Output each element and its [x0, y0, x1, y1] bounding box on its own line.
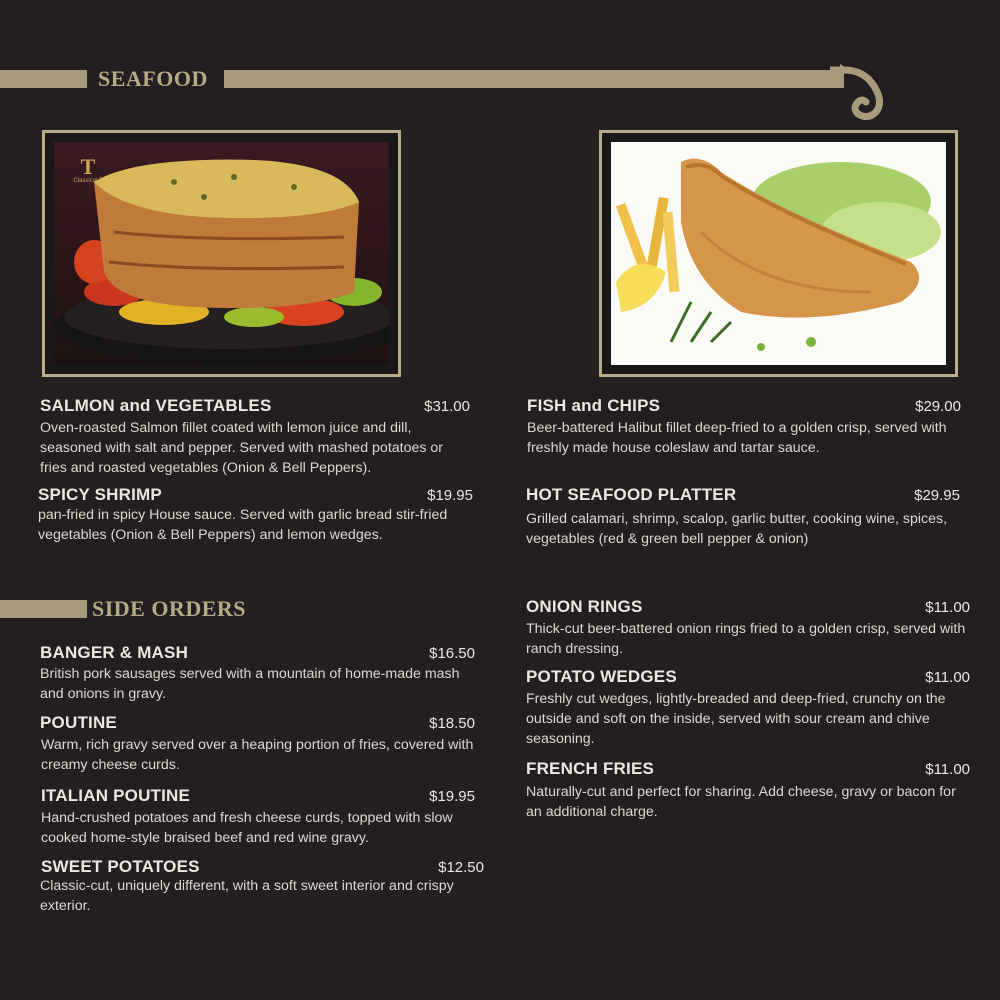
item-description: pan-fried in spicy House sauce. Served with garlic bread stir-fried vegetables (Onion & Bell Peppers) and lemon wedges.: [38, 507, 448, 543]
item-price: $12.50: [438, 859, 484, 876]
item-price: $31.00: [424, 398, 470, 415]
item-name: ITALIAN POUTINE: [41, 786, 191, 805]
fish-photo-frame: [599, 130, 958, 377]
scroll-ornament-icon: [830, 64, 886, 122]
item-description: Naturally-cut and perfect for sharing. Add cheese, gravy or bacon for an additional charge.: [526, 784, 956, 820]
item-price: $19.95: [429, 788, 475, 805]
salmon-photo: [54, 142, 389, 365]
seafood-header-bar-left: [0, 70, 87, 88]
item-description: British pork sausages served with a mountain of home-made mash and onions in gravy.: [40, 666, 460, 702]
item-price: $11.00: [925, 761, 970, 778]
item-price: $29.95: [914, 487, 960, 504]
logo-text: Classical T: [73, 178, 103, 184]
item-name: HOT SEAFOOD PLATTER: [526, 485, 737, 504]
seafood-section-title: SEAFOOD: [98, 66, 208, 91]
fish-dish-illustration: [611, 142, 946, 365]
item-description: Classic-cut, uniquely different, with a soft sweet interior and crispy exterior.: [40, 878, 454, 914]
item-description: Freshly cut wedges, lightly-breaded and deep-fried, crunchy on the outside and soft on the inside, served with sour cream and chive seasoning.: [526, 691, 946, 747]
item-price: $19.95: [427, 487, 473, 504]
item-price: $11.00: [925, 599, 970, 616]
fish-and-chips-photo: [611, 142, 946, 365]
item-description: Hand-crushed potatoes and fresh cheese curds, topped with slow cooked home-style braised beef and red wine gravy.: [41, 810, 453, 846]
item-description: Warm, rich gravy served over a heaping portion of fries, covered with creamy cheese curds.: [41, 737, 474, 773]
logo-badge: [68, 156, 108, 184]
sides-header-bar: [0, 600, 87, 618]
item-name: SALMON and VEGETABLES: [40, 396, 272, 415]
sides-section-title: SIDE ORDERS: [92, 596, 247, 621]
item-price: $11.00: [925, 669, 970, 686]
item-description: Oven-roasted Salmon fillet coated with lemon juice and dill, seasoned with salt and pepper. Served with mashed potatoes or fries and roasted vegetables (Onion & Bell Peppers).: [40, 420, 444, 476]
item-name: BANGER & MASH: [40, 643, 189, 662]
salmon-photo-frame: [42, 130, 401, 377]
item-name: SPICY SHRIMP: [38, 485, 162, 504]
item-name: POTATO WEDGES: [526, 667, 677, 686]
seafood-header-bar-right: [224, 70, 844, 88]
item-name: ONION RINGS: [526, 597, 643, 616]
item-description: Grilled calamari, shrimp, scalop, garlic butter, cooking wine, spices, vegetables (red & green bell pepper & onion): [526, 511, 948, 547]
item-price: $18.50: [429, 715, 475, 732]
item-price: $16.50: [429, 645, 475, 662]
item-price: $29.00: [915, 398, 961, 415]
item-name: FRENCH FRIES: [526, 759, 655, 778]
item-description: Beer-battered Halibut fillet deep-fried to a golden crisp, served with freshly made house coleslaw and tartar sauce.: [527, 420, 947, 456]
item-name: FISH and CHIPS: [527, 396, 661, 415]
item-name: SWEET POTATOES: [41, 857, 200, 876]
logo-letter: T: [80, 154, 96, 179]
item-name: POUTINE: [40, 713, 117, 732]
item-description: Thick-cut beer-battered onion rings fried to a golden crisp, served with ranch dressing.: [526, 621, 966, 657]
